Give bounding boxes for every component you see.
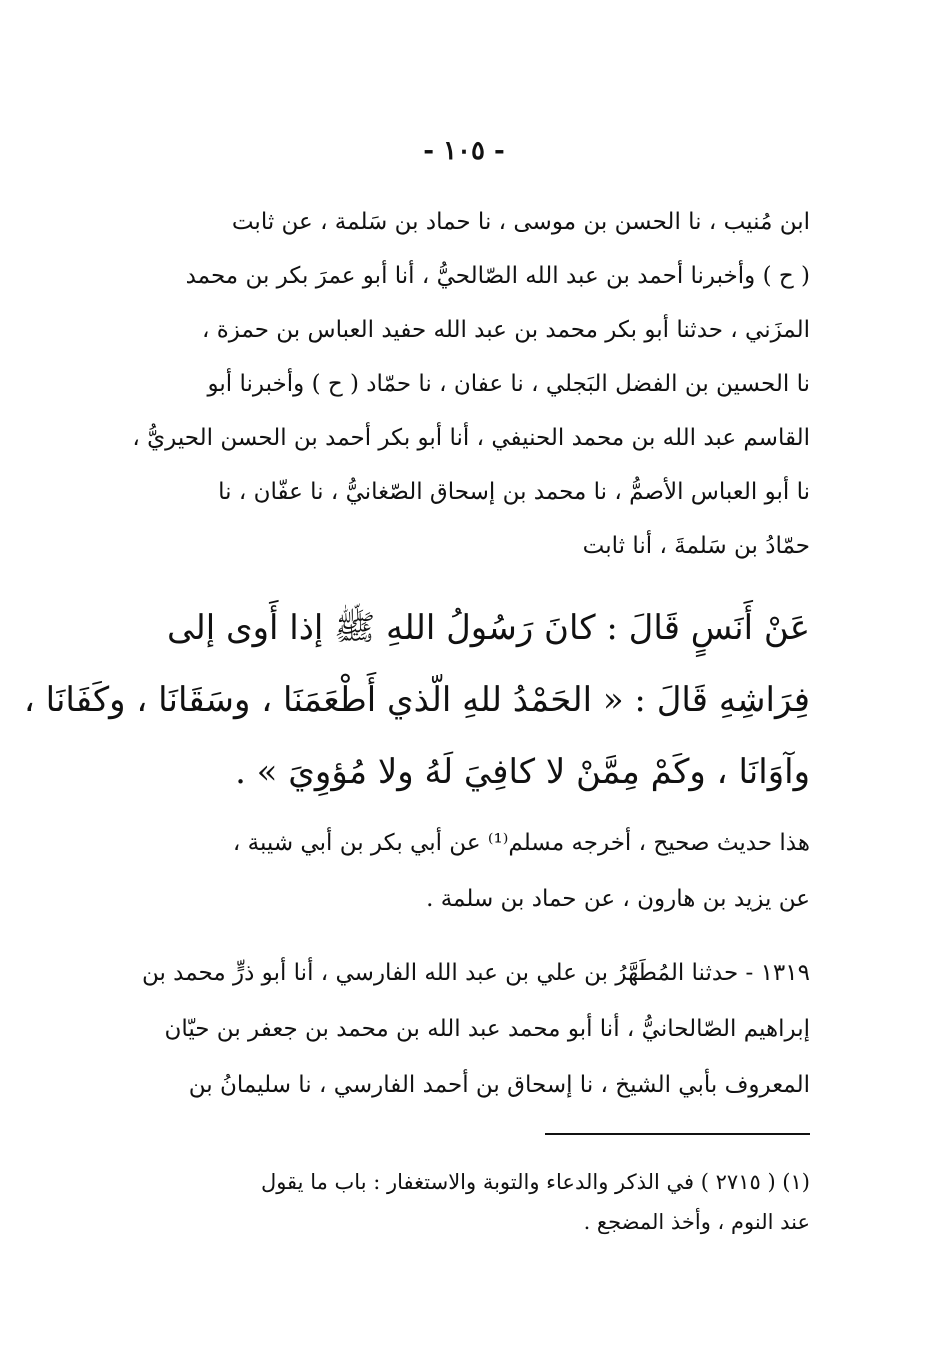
chain-line: نا الحسين بن الفضل البَجلي ، نا عفان ، نا حمّاد ( ح ) وأخبرنا أبو (207, 371, 810, 397)
hadith-commentary (158, 815, 810, 927)
footnote-divider (545, 1133, 810, 1135)
footnote-line: (١) ( ٢٧١٥ ) في الذكر والدعاء والتوبة والاستغفار : باب ما يقول (260, 1170, 810, 1194)
commentary-line: هذا حديث صحيح ، أخرجه مسلم⁽¹⁾ عن أبي بكر بن أبي شيبة ، (232, 830, 810, 856)
chain-line: القاسم عبد الله بن محمد الحنيفي ، أنا أبو بكر أحمد بن الحسن الحيريُّ ، (132, 425, 810, 451)
report-line: ١٣١٩ - حدثنا المُطَهَّرُ بن علي بن عبد الله الفارسي ، أنا أبو ذرٍّ محمد بن (141, 960, 810, 986)
page-number: - ١٠٥ - (423, 136, 505, 166)
chain-line: ( ح ) وأخبرنا أحمد بن عبد الله الصّالحيُّ ، أنا أبو عمرَ بكر بن محمد (185, 263, 810, 289)
footnotes (158, 1162, 810, 1242)
report-line: المعروف بأبي الشيخ ، نا إسحاق بن أحمد الفارسي ، نا سليمانُ بن (188, 1072, 810, 1098)
report-line: إبراهيم الصّالحانيُّ ، أنا أبو محمد عبد الله بن محمد بن جعفر بن حيّان (164, 1016, 810, 1042)
hadith-line: فِرَاشِهِ قَالَ : « الحَمْدُ للهِ الّذي أَطْعَمَنَا ، وسَقَانَا ، وكَفَانَا ، (23, 680, 810, 720)
hadith-text (23, 592, 810, 808)
report-1319 (141, 945, 810, 1113)
commentary-line: عن يزيد بن هارون ، عن حماد بن سلمة . (426, 886, 810, 912)
hadith-line: وآوَانَا ، وكَمْ مِمَّنْ لا كافِيَ لَهُ ولا مُؤوِيَ » . (235, 752, 810, 792)
hadith-line: عَنْ أَنَسٍ قَالَ : كانَ رَسُولُ اللهِ ﷺ إذا أَوى إلى (167, 608, 810, 648)
isnad-chain (132, 195, 810, 573)
chain-line: نا أبو العباس الأصمُّ ، نا محمد بن إسحاق الصّغانيُّ ، نا عفّان ، نا (218, 479, 810, 505)
chain-line: ابن مُنيب ، نا الحسن بن موسى ، نا حماد بن سَلمة ، عن ثابت (231, 209, 810, 235)
footnote-line: عند النوم ، وأخذ المضجع . (583, 1210, 810, 1234)
chain-line: المزَني ، حدثنا أبو بكر محمد بن عبد الله حفيد العباس بن حمزة ، (201, 317, 810, 343)
chain-line: حمّادُ بن سَلمةَ ، أنا ثابت (582, 533, 810, 559)
